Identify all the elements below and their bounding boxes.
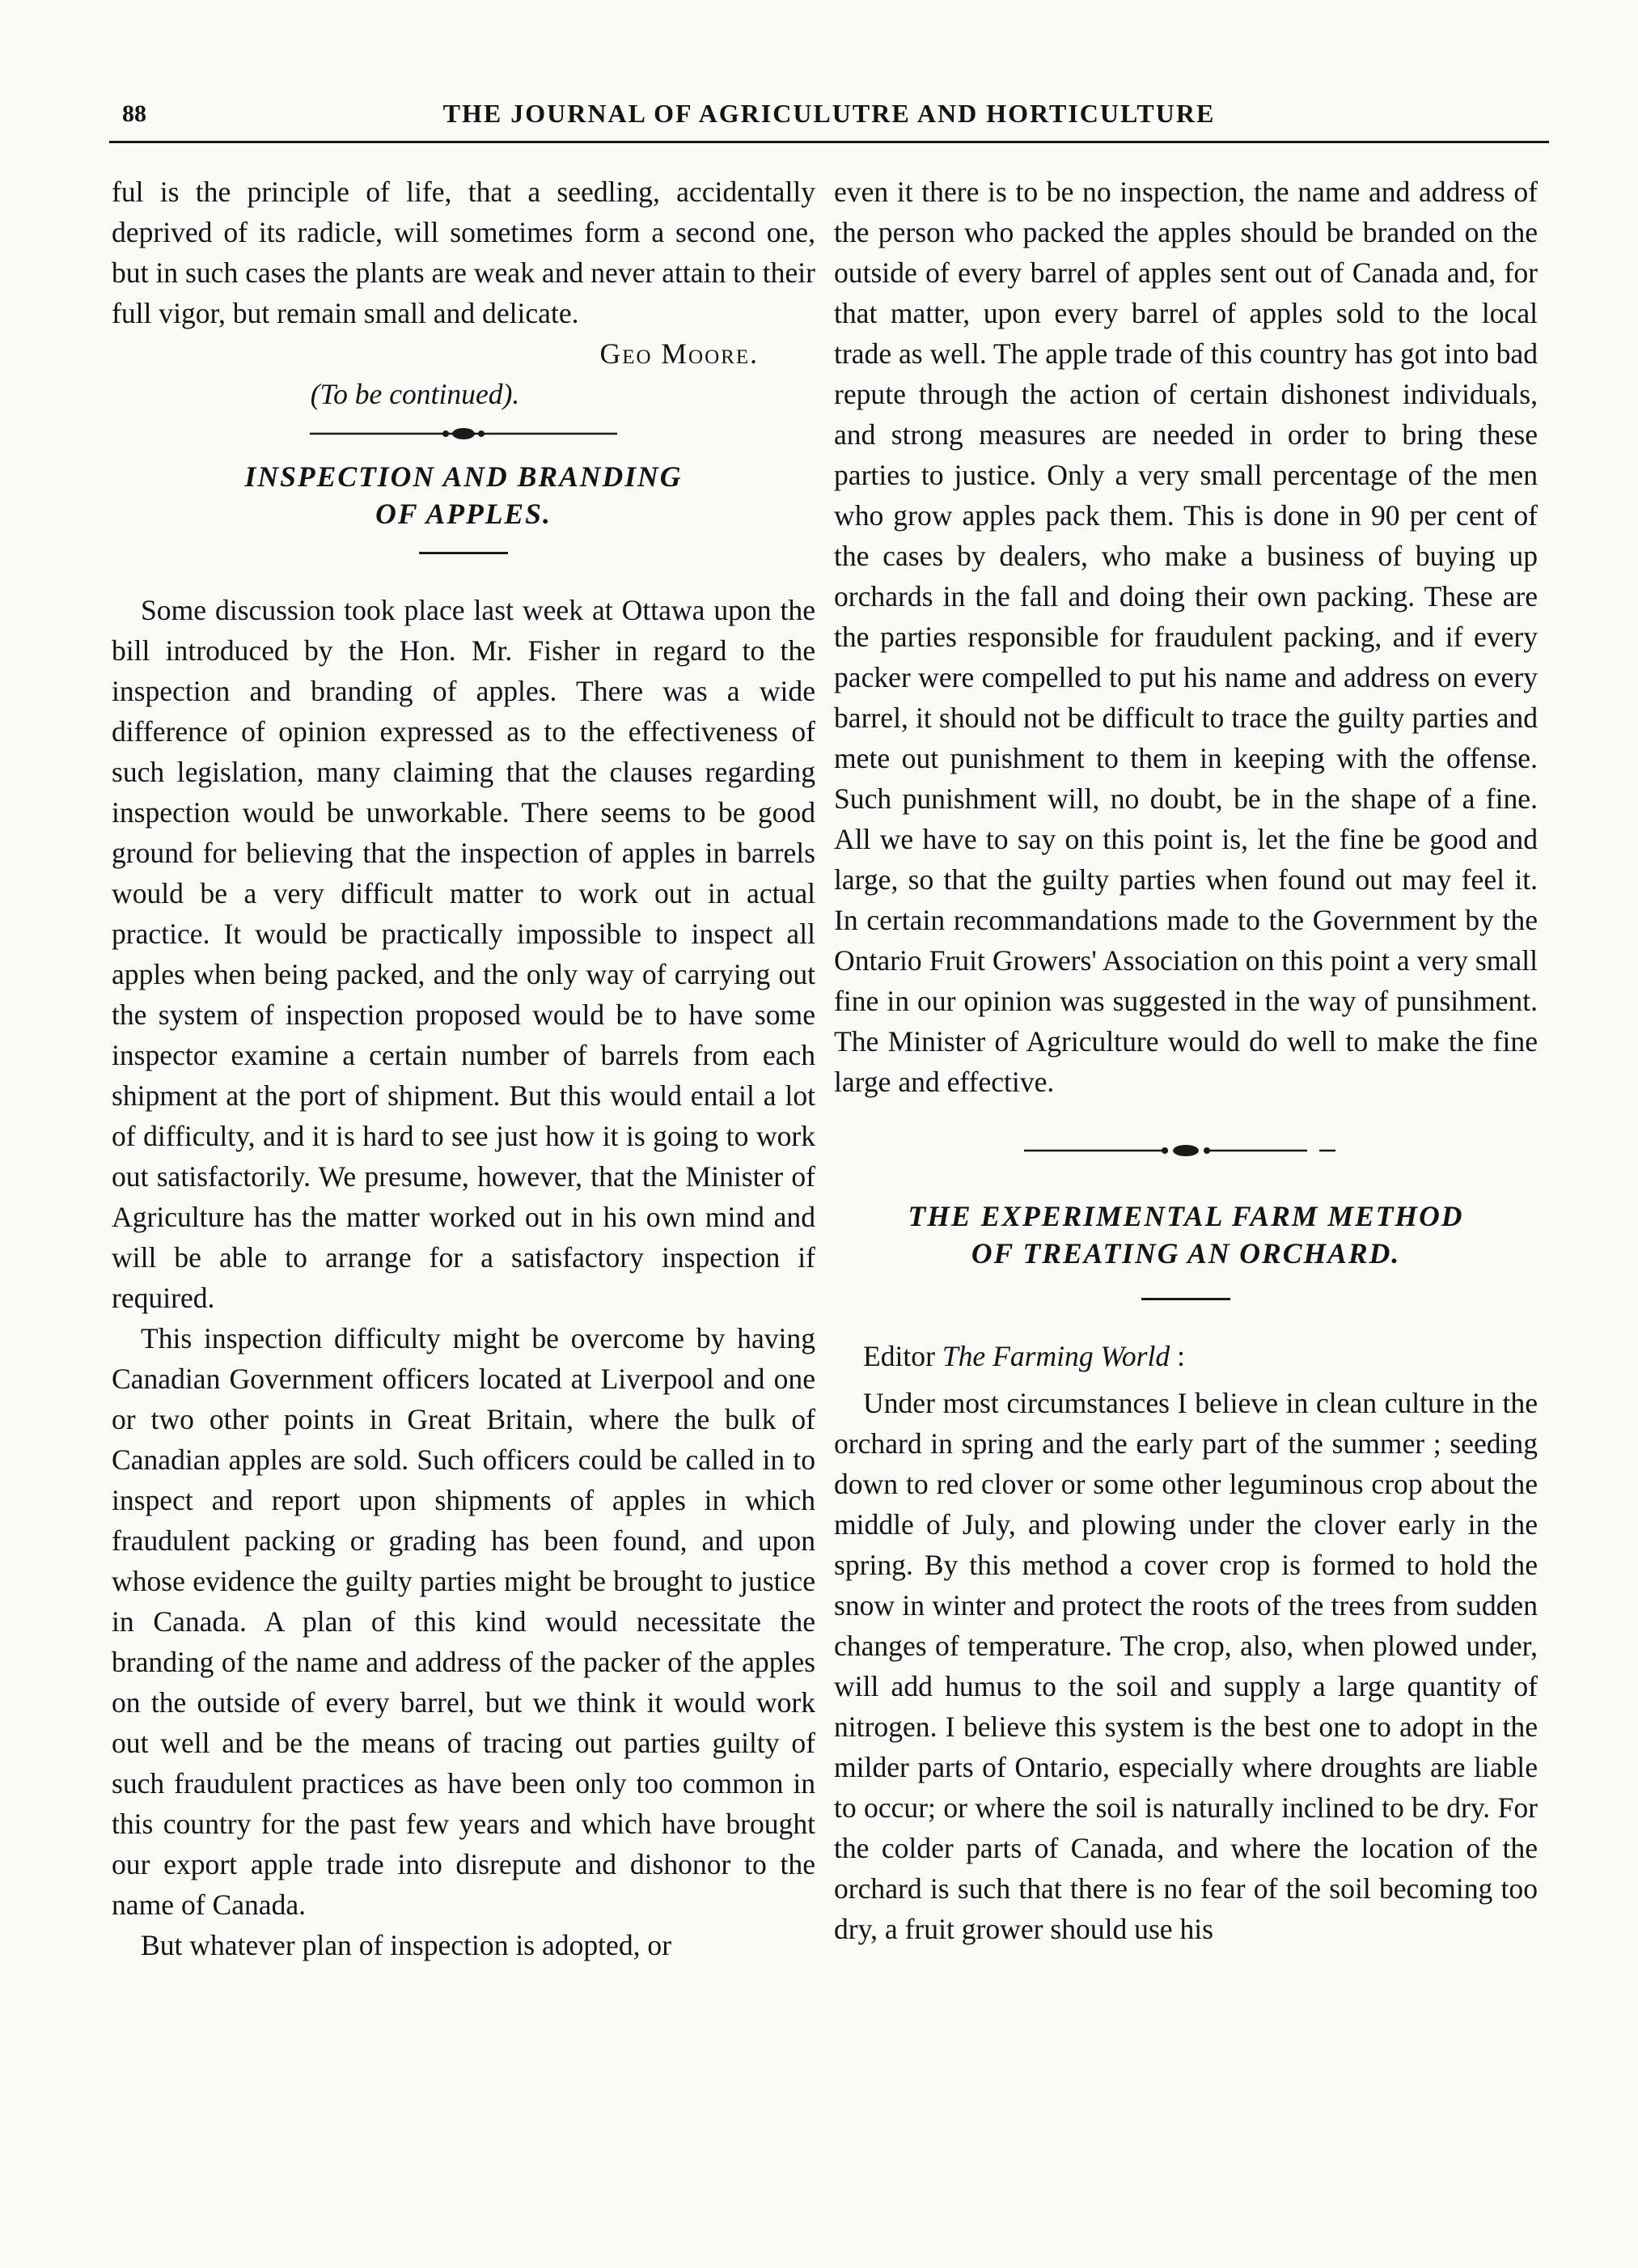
article-paragraph: Under most circumstances I believe in clean culture in the orchard in spring and the early part of the summer ; seeding down to red clover or some other leguminous crop about the middle of July, and plowing under the clover early in the spring. By this method a cover crop is formed to hold the snow in winter and protect the roots of the trees from sudden changes of temperature. The crop, also, when plowed under, will add humus to the soil and supply a large quantity of nitrogen. I believe this system is the best one to adopt in the milder parts of Ontario, especially where droughts are liable to occur; or where the soil is naturally inclined to be dry. For the colder parts of Canada, and where the location of the orchard is such that there is no fear of the soil becoming too dry, a fruit grower should use his: [834, 1387, 1538, 1945]
article-paragraph: Some discussion took place last week at Ottawa upon the bill introduced by the Hon. Mr. Fisher in regard to the inspection and branding of apples. There was a wide difference of opinion expressed as to the effectiveness of such legislation, many claiming that the clauses regarding inspection would be unworkable. There seems to be good ground for believing that the inspection of apples in barrels would be a very difficult matter to work out in actual practice. It would be practically impossible to inspect all apples when being packed, and the only way of carrying out the system of inspection proposed would be to have some inspector examine a certain number of barrels from each shipment at the port of shipment. But this would entail a lot of difficulty, and it is hard to see just how it is going to work out satisfactorily. We presume, however, that the Minister of Agriculture has the matter worked out in his own mind and will be able to arrange for a satisfactory inspection if required.: [112, 594, 815, 1314]
left-column: [112, 172, 815, 1965]
article-title-experimental-farm: [834, 1198, 1538, 1272]
header-rule: [109, 141, 1549, 143]
article-title-line: OF APPLES.: [375, 498, 552, 530]
title-rule: [1141, 1298, 1230, 1300]
author-signature: Geo Moore.: [599, 337, 759, 370]
continued-paragraph: ful is the principle of life, that a seedling, accidentally deprived of its radicle, will sometimes form a second one, but in such cases the plants are weak and never attain to their full vigor, but remain small and delicate.: [112, 176, 815, 329]
to-be-continued-note: (To be continued).: [310, 378, 520, 410]
article-title-line: INSPECTION AND BRANDING: [244, 460, 683, 493]
publication-name: The Farming World: [942, 1340, 1170, 1372]
title-rule: [419, 552, 508, 554]
page-header: [109, 95, 1549, 134]
article-title-line: THE EXPERIMENTAL FARM METHOD: [908, 1200, 1464, 1232]
article-title-inspection: [112, 458, 815, 532]
article-title-line: OF TREATING AN ORCHARD.: [971, 1237, 1401, 1270]
article-paragraph: even it there is to be no inspection, the name and address of the person who packed the apples should be branded on the outside of every barrel of apples sent out of Canada and, for that matter, upon every barrel of apples sold to the local trade as well. The apple trade of this country has got into bad repute through the action of certain dishonest individuals, and strong measures are needed in order to bring these parties to justice. Only a very small percentage of the men who grow apples pack them. This is done in 90 per cent of the cases by dealers, who make a business of buying up orchards in the fall and doing their own packing. These are the parties responsible for fraudulent packing, and if every packer were compelled to put his name and address on every barrel, it should not be difficult to trace the guilty parties and mete out punishment to them in keeping with the offense. Such punishment will, no doubt, be in the shape of a fine. All we have to say on this point is, let the fine be good and large, so that the guilty parties when found out may feel it. In certain recommandations made to the Government by the Ontario Fruit Growers' Association on this point a very small fine in our opinion was suggested in the way of punsihment. The Minister of Agriculture would do well to make the fine large and effective.: [834, 176, 1538, 1098]
article-paragraph: But whatever plan of inspection is adopted, or: [141, 1929, 672, 1961]
editor-salutation: Editor The Farming World :: [863, 1340, 1185, 1372]
running-title: THE JOURNAL OF AGRICULUTRE AND HORTICULTURE: [442, 99, 1216, 128]
section-ornament: [310, 414, 617, 453]
section-ornament: [1024, 1131, 1348, 1170]
page-number: 88: [122, 100, 146, 127]
right-column: [834, 172, 1538, 1949]
article-paragraph: This inspection difficulty might be overcome by having Canadian Government officers located at Liverpool and one or two other points in Great Britain, where the bulk of Canadian apples are sold. Such officers could be called in to inspect and report upon shipments of apples in which fraudulent packing or grading has been found, and upon whose evidence the guilty parties might be brought to justice in Canada. A plan of this kind would necessitate the branding of the name and address of the packer of the apples on the outside of every barrel, but we think it would work out well and be the means of tracing out parties guilty of such fraudulent practices as have been only too common in this country for the past few years and which have brought our export apple trade into disrepute and dishonor to the name of Canada.: [112, 1322, 815, 1921]
